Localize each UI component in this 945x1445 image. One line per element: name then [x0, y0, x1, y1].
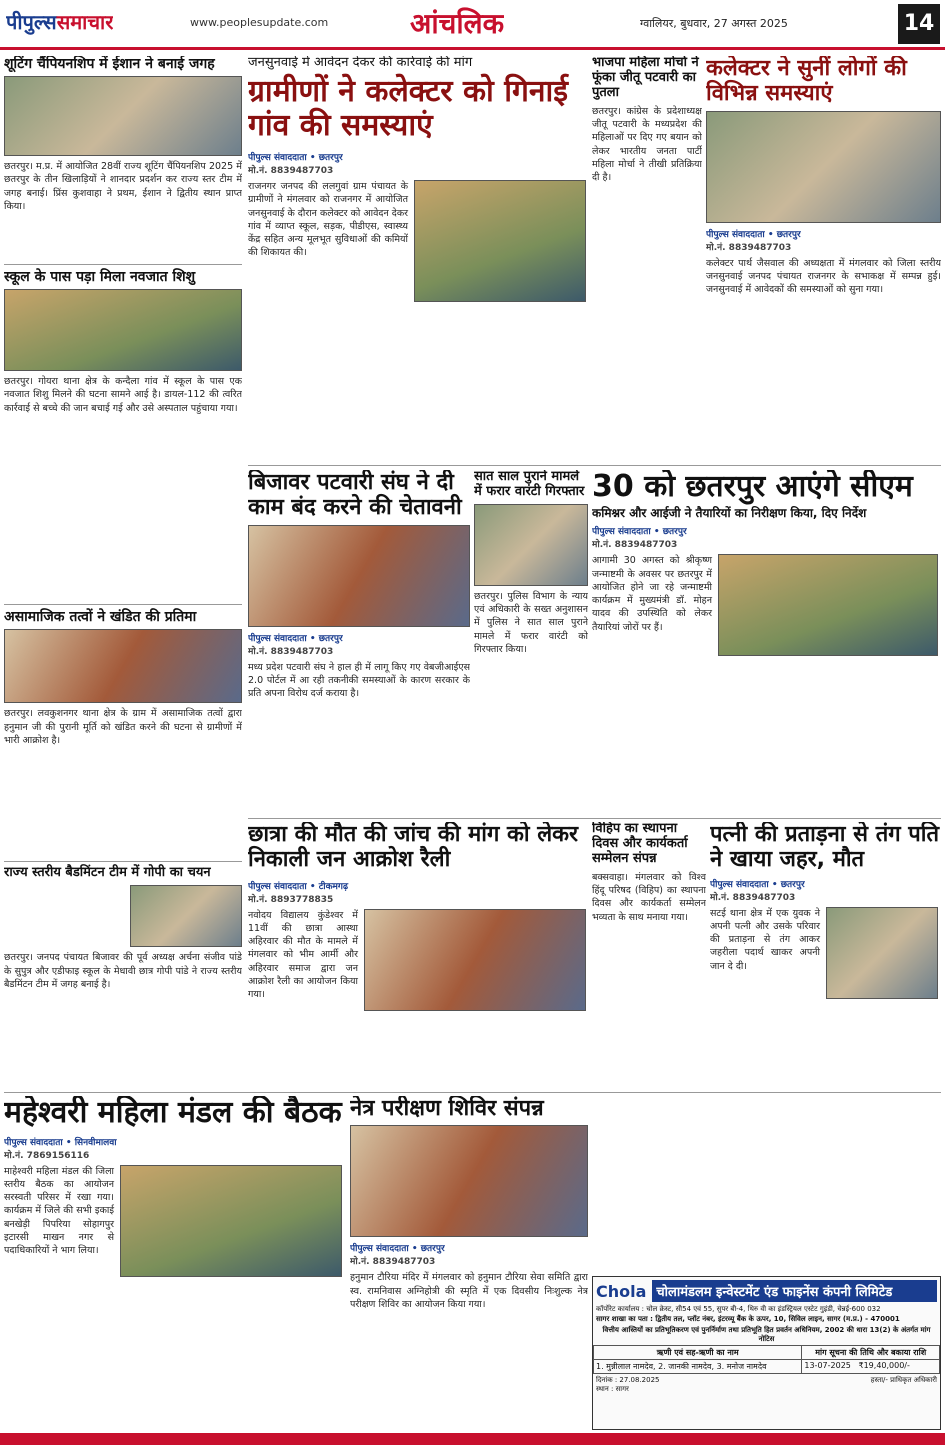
eye-text: हनुमान टौरिया मंदिर में मंगलवार को हनुमान टौरिया सेवा समिति द्वारा स्व. रामनिवास अग्निहोत्री की स्मृति में एक दिवसीय निःशुल्क नेत्र परीक्षण शिविर का आयोजन किया गया। — [350, 1272, 588, 1310]
bjp-story — [592, 56, 702, 461]
shooting-photo — [4, 76, 242, 156]
bjp-headline: भाजपा महिला मोर्चा ने फूंका जीतू पटवारी का पुतला — [592, 56, 699, 100]
husband-text: सटई थाना क्षेत्र में एक युवक ने अपनी पत्नी और उसके परिवार की प्रताड़ना से तंग आकर जहरीला पदार्थ खाकर अपनी जान दे दी। — [710, 907, 820, 972]
warrant-photo — [474, 504, 588, 586]
ad-col-borrower: ऋणी एवं सह-ऋणी का नाम — [594, 1346, 802, 1360]
patwari-photo — [248, 525, 470, 627]
rally-byline: पीपुल्स संवाददाता • टीकमगढ़ — [248, 881, 349, 892]
chola-notice-ad — [592, 1276, 941, 1430]
infant-photo — [4, 289, 242, 371]
maheshwari-byline: पीपुल्स संवाददाता • सिनवीमालवा — [4, 1137, 117, 1148]
ad-date: दिनांक : 27.08.2025 — [596, 1376, 660, 1384]
ad-place: स्थान : सागर — [596, 1385, 629, 1393]
husband-phone: मो.नं. 8839487703 — [710, 892, 796, 903]
eye-photo — [350, 1125, 588, 1237]
ad-notice-title: वित्तीय आस्तियों का प्रतिभूतिकरण एवं पुनर्निर्माण तथा प्रतिभूति हित प्रवर्तन अधिनियम, 2002 की धारा 13(2) के अंतर्गत मांग नोटिस — [602, 1326, 931, 1343]
eye-story — [350, 1096, 588, 1430]
eye-phone: मो.नं. 8839487703 — [350, 1257, 436, 1268]
villagers-kicker: जनसुनवाई में आवेदन देकर की कार्रवाई की मांग — [248, 56, 473, 70]
eye-byline: पीपुल्स संवाददाता • छतरपुर — [350, 1244, 445, 1255]
patwari-byline: पीपुल्स संवाददाता • छतरपुर — [248, 633, 343, 644]
villagers-byline: पीपुल्स संवाददाता • छतरपुर — [248, 152, 343, 163]
patwari-headline: बिजावर पटवारी संघ ने दी काम बंद करने की चेतावनी — [248, 470, 462, 521]
villagers-headline: ग्रामीणों ने कलेक्टर को गिनाई गांव की समस्याएं — [248, 73, 569, 144]
ad-col-amount: मांग सूचना की तिथि और बकाया राशि — [802, 1346, 940, 1360]
collector-photo — [706, 111, 941, 223]
infant-headline: स्कूल के पास पड़ा मिला नवजात शिशु — [4, 269, 196, 286]
collector-byline: पीपुल्स संवाददाता • छतरपुर — [706, 229, 801, 240]
ad-address: कॉर्पोरेट कार्यालय : चोल क्रेस्ट, सी54 एवं 55, सुपर बी-4, थिरु वी का इंडस्ट्रियल एस्टेट गुइंडी, चेन्नई-600 032 — [596, 1305, 881, 1313]
badminton-photo — [130, 885, 242, 947]
ad-row-name: 1. मुन्नीलाल नामदेव, 2. जानकी नामदेव, 3. मनोज नामदेव — [594, 1360, 802, 1374]
page-number: 14 — [898, 4, 940, 44]
bjp-text: छतरपुर। कांग्रेस के प्रदेशाध्यक्ष जीतू पटवारी के मध्यप्रदेश की महिलाओं पर दिए गए बयान को लेकर भारतीय जनता पार्टी महिला मोर्चा ने तीखी प्रतिक्रिया दी है। — [592, 105, 702, 184]
patwari-text: मध्य प्रदेश पटवारी संघ ने हाल ही में लागू किए गए वेबजीआईएस 2.0 पोर्टल में आ रही तकनीकी समस्याओं के कारण सरकार के प्रति अपना विरोध दर्ज कराया है। — [248, 661, 470, 700]
rally-photo — [364, 909, 586, 1011]
infant-text: छतरपुर। गोयरा थाना क्षेत्र के कन्दैला गांव में स्कूल के पास एक नवजात शिशु मिलने की घटना सामने आई है। डायल-112 की त्वरित कार्रवाई से बच्चे की जान बचाई गई और उसे अस्पताल पहुंचाया गया। — [4, 376, 242, 414]
footer-bar — [0, 1433, 945, 1445]
husband-byline: पीपुल्स संवाददाता • छतरपुर — [710, 879, 805, 890]
chola-logo: Chola — [596, 1281, 647, 1301]
maheshwari-text: माहेश्वरी महिला मंडल की जिला स्तरीय बैठक का आयोजन सरस्वती परिसर में रखा गया। कार्यक्रम में जिले की सभी इकाई बनखेड़ी पिपरिया सोहागपुर इटारसी माखन नगर से पदाधिकारियों ने भाग लिया। — [4, 1165, 114, 1257]
husband-photo — [826, 907, 938, 999]
ad-row-amount: 19,40,000/- — [863, 1361, 910, 1370]
cm-headline: 30 को छतरपुर आएंगे सीएम — [592, 470, 913, 504]
rally-text: नवोदय विद्यालय कुंडेश्वर में 11वीं की छात्रा आस्था अहिरवार की मौत के मामले में मंगलवार को भीम आर्मी और अहिरवार समाज द्वारा जन आक्रोश रैली का आयोजन किया गया। — [248, 909, 358, 1001]
rally-headline: छात्रा की मौत की जांच की मांग को लेकर निकाली जन आक्रोश रैली — [248, 822, 579, 873]
ad-row-date: 13-07-2025 — [804, 1361, 851, 1370]
shooting-text: छतरपुर। म.प्र. में आयोजित 28वीं राज्य शूटिंग चैंपियनशिप 2025 में छतरपुर के तीन खिलाड़ियों ने शानदार प्रदर्शन कर राज्य स्तर टीम में जगह बनाई। प्रिंस कुशवाहा ने प्रथम, ईशान ने द्वितीय स्थान प्राप्त किया। — [4, 161, 242, 212]
villagers-photo — [414, 180, 586, 302]
masthead — [0, 0, 945, 50]
ad-table: ऋणी एवं सह-ऋणी का नाम मांग सूचना की तिथि और बकाया राशि 1. मुन्नीलाल नामदेव, 2. जानकी नामदेव, 3. मनोज नामदेव 13-07-2025 ₹19,40,000/- — [593, 1345, 940, 1374]
vhp-headline: विहिप का स्थापना दिवस और कार्यकर्ता सम्मेलन संपन्न — [592, 822, 688, 866]
maheshwari-photo — [120, 1165, 342, 1277]
collector-text: कलेक्टर पार्थ जैसवाल की अध्यक्षता में मंगलवार को जिला स्तरीय जनसुनवाई जनपद पंचायत राजनगर के सभाकक्ष में सम्पन्न हुई। जनसुनवाई में आवेदकों की समस्याओं को सुना गया। — [706, 257, 941, 296]
vhp-story — [592, 822, 706, 1087]
dateline: ग्वालियर, बुधवार, 27 अगस्त 2025 — [640, 17, 788, 30]
rally-story — [248, 822, 588, 1087]
villagers-phone: मो.नं. 8839487703 — [248, 165, 334, 176]
newspaper-logo: पीपुल्ससमाचार — [6, 10, 114, 34]
rally-phone: मो.नं. 8893778835 — [248, 894, 334, 905]
villagers-text: राजनगर जनपद की ललगुवां ग्राम पंचायत के ग्रामीणों ने मंगलवार को राजनगर में आयोजित जनसुनवाई के दौरान कलेक्टर को आवेदन देकर गांव में व्याप्त स्कूल, सड़क, पीडीएस, स्वास्थ्य केंद्र सहित अन्य मूलभूत सुविधाओं की कमियों की शिकायत की। — [248, 180, 408, 259]
ad-signatory: हस्ता/- प्राधिकृत अधिकारी — [870, 1376, 937, 1384]
cm-text: आगामी 30 अगस्त को श्रीकृष्ण जन्माष्टमी के अवसर पर छतरपुर में आयोजित होने जा रहे जन्माष्टमी कार्यक्रम में मुख्यमंत्री डॉ. मोहन यादव की उपस्थिति को लेकर तैयारियां जोरों पर हैं। — [592, 555, 712, 633]
ad-branch: सागर शाखा का पता : द्वितीय तल, प्लॉट नंबर, इंटरव्यू बैंक के ऊपर, 10, सिविल लाइन, सागर (म.प्र.) - 470001 — [596, 1315, 900, 1323]
shooting-headline: शूटिंग चैंपियनशिप में ईशान ने बनाई जगह — [4, 56, 215, 72]
statue-photo — [4, 629, 242, 703]
ad-title: चोलामंडलम इन्वेस्टमेंट एंड फाइनेंस कंपनी लिमिटेड — [652, 1280, 937, 1302]
maheshwari-headline: महेश्वरी महिला मंडल की बैठक — [4, 1096, 342, 1130]
husband-story — [710, 822, 941, 1087]
badminton-text: छतरपुर। जनपद पंचायत बिजावर की पूर्व अध्यक्ष अर्चना संजीव पांडे के सुपुत्र और एडीफाइ स्कूल के मेधावी छात्र गोपी पांडे ने राज्य स्तरीय बैडमिंटन टीम में जगह बनाई है। — [4, 952, 242, 990]
cm-story — [592, 470, 941, 815]
husband-headline: पत्नी की प्रताड़ना से तंग पति ने खाया जहर, मौत — [710, 822, 940, 873]
website-url: www.peoplesupdate.com — [190, 16, 329, 29]
villagers-story — [248, 56, 588, 461]
collector-headline: कलेक्टर ने सुनीं लोगों की विभिन्न समस्याएं — [706, 56, 907, 107]
badminton-headline: राज्य स्तरीय बैडमिंटन टीम में गोपी का चयन — [4, 865, 211, 881]
warrant-headline: सात साल पुराने मामले में फरार वारंटी गिरफ्तार — [474, 470, 585, 499]
maheshwari-phone: मो.नं. 7869156116 — [4, 1150, 90, 1161]
cm-subhead: कमिश्नर और आईजी ने तैयारियों का निरीक्षण किया, दिए निर्देश — [592, 505, 867, 520]
cm-phone: मो.नं. 8839487703 — [592, 540, 678, 551]
section-title: आंचलिक — [410, 7, 505, 40]
cm-photo — [718, 554, 938, 656]
collector-story — [706, 56, 941, 461]
left-column — [4, 56, 242, 1096]
maheshwari-story — [4, 1096, 344, 1430]
vhp-text: बक्सवाहा। मंगलवार को विश्व हिंदू परिषद (विहिप) का स्थापना दिवस और कार्यकर्ता सम्मेलन भव्यता के साथ मनाया गया। — [592, 871, 706, 923]
statue-headline: असामाजिक तत्वों ने खंडित की प्रतिमा — [4, 609, 197, 626]
cm-byline: पीपुल्स संवाददाता • छतरपुर — [592, 527, 687, 538]
warrant-story — [474, 470, 588, 815]
statue-text: छतरपुर। लवकुशनगर थाना क्षेत्र के ग्राम में असामाजिक तत्वों द्वारा हनुमान जी की पुरानी मूर्ति को खंडित करने की घटना से ग्रामीणों में भारी आक्रोश है। — [4, 708, 242, 746]
patwari-phone: मो.नं. 8839487703 — [248, 646, 334, 657]
warrant-text: छतरपुर। पुलिस विभाग के न्याय एवं अधिकारी के सख्त अनुशासन में पुलिस ने सात साल पुराने मामले में फरार वारंटी को गिरफ्तार किया। — [474, 590, 588, 656]
patwari-story — [248, 470, 470, 815]
eye-headline: नेत्र परीक्षण शिविर संपन्न — [350, 1096, 544, 1121]
collector-phone: मो.नं. 8839487703 — [706, 242, 792, 253]
